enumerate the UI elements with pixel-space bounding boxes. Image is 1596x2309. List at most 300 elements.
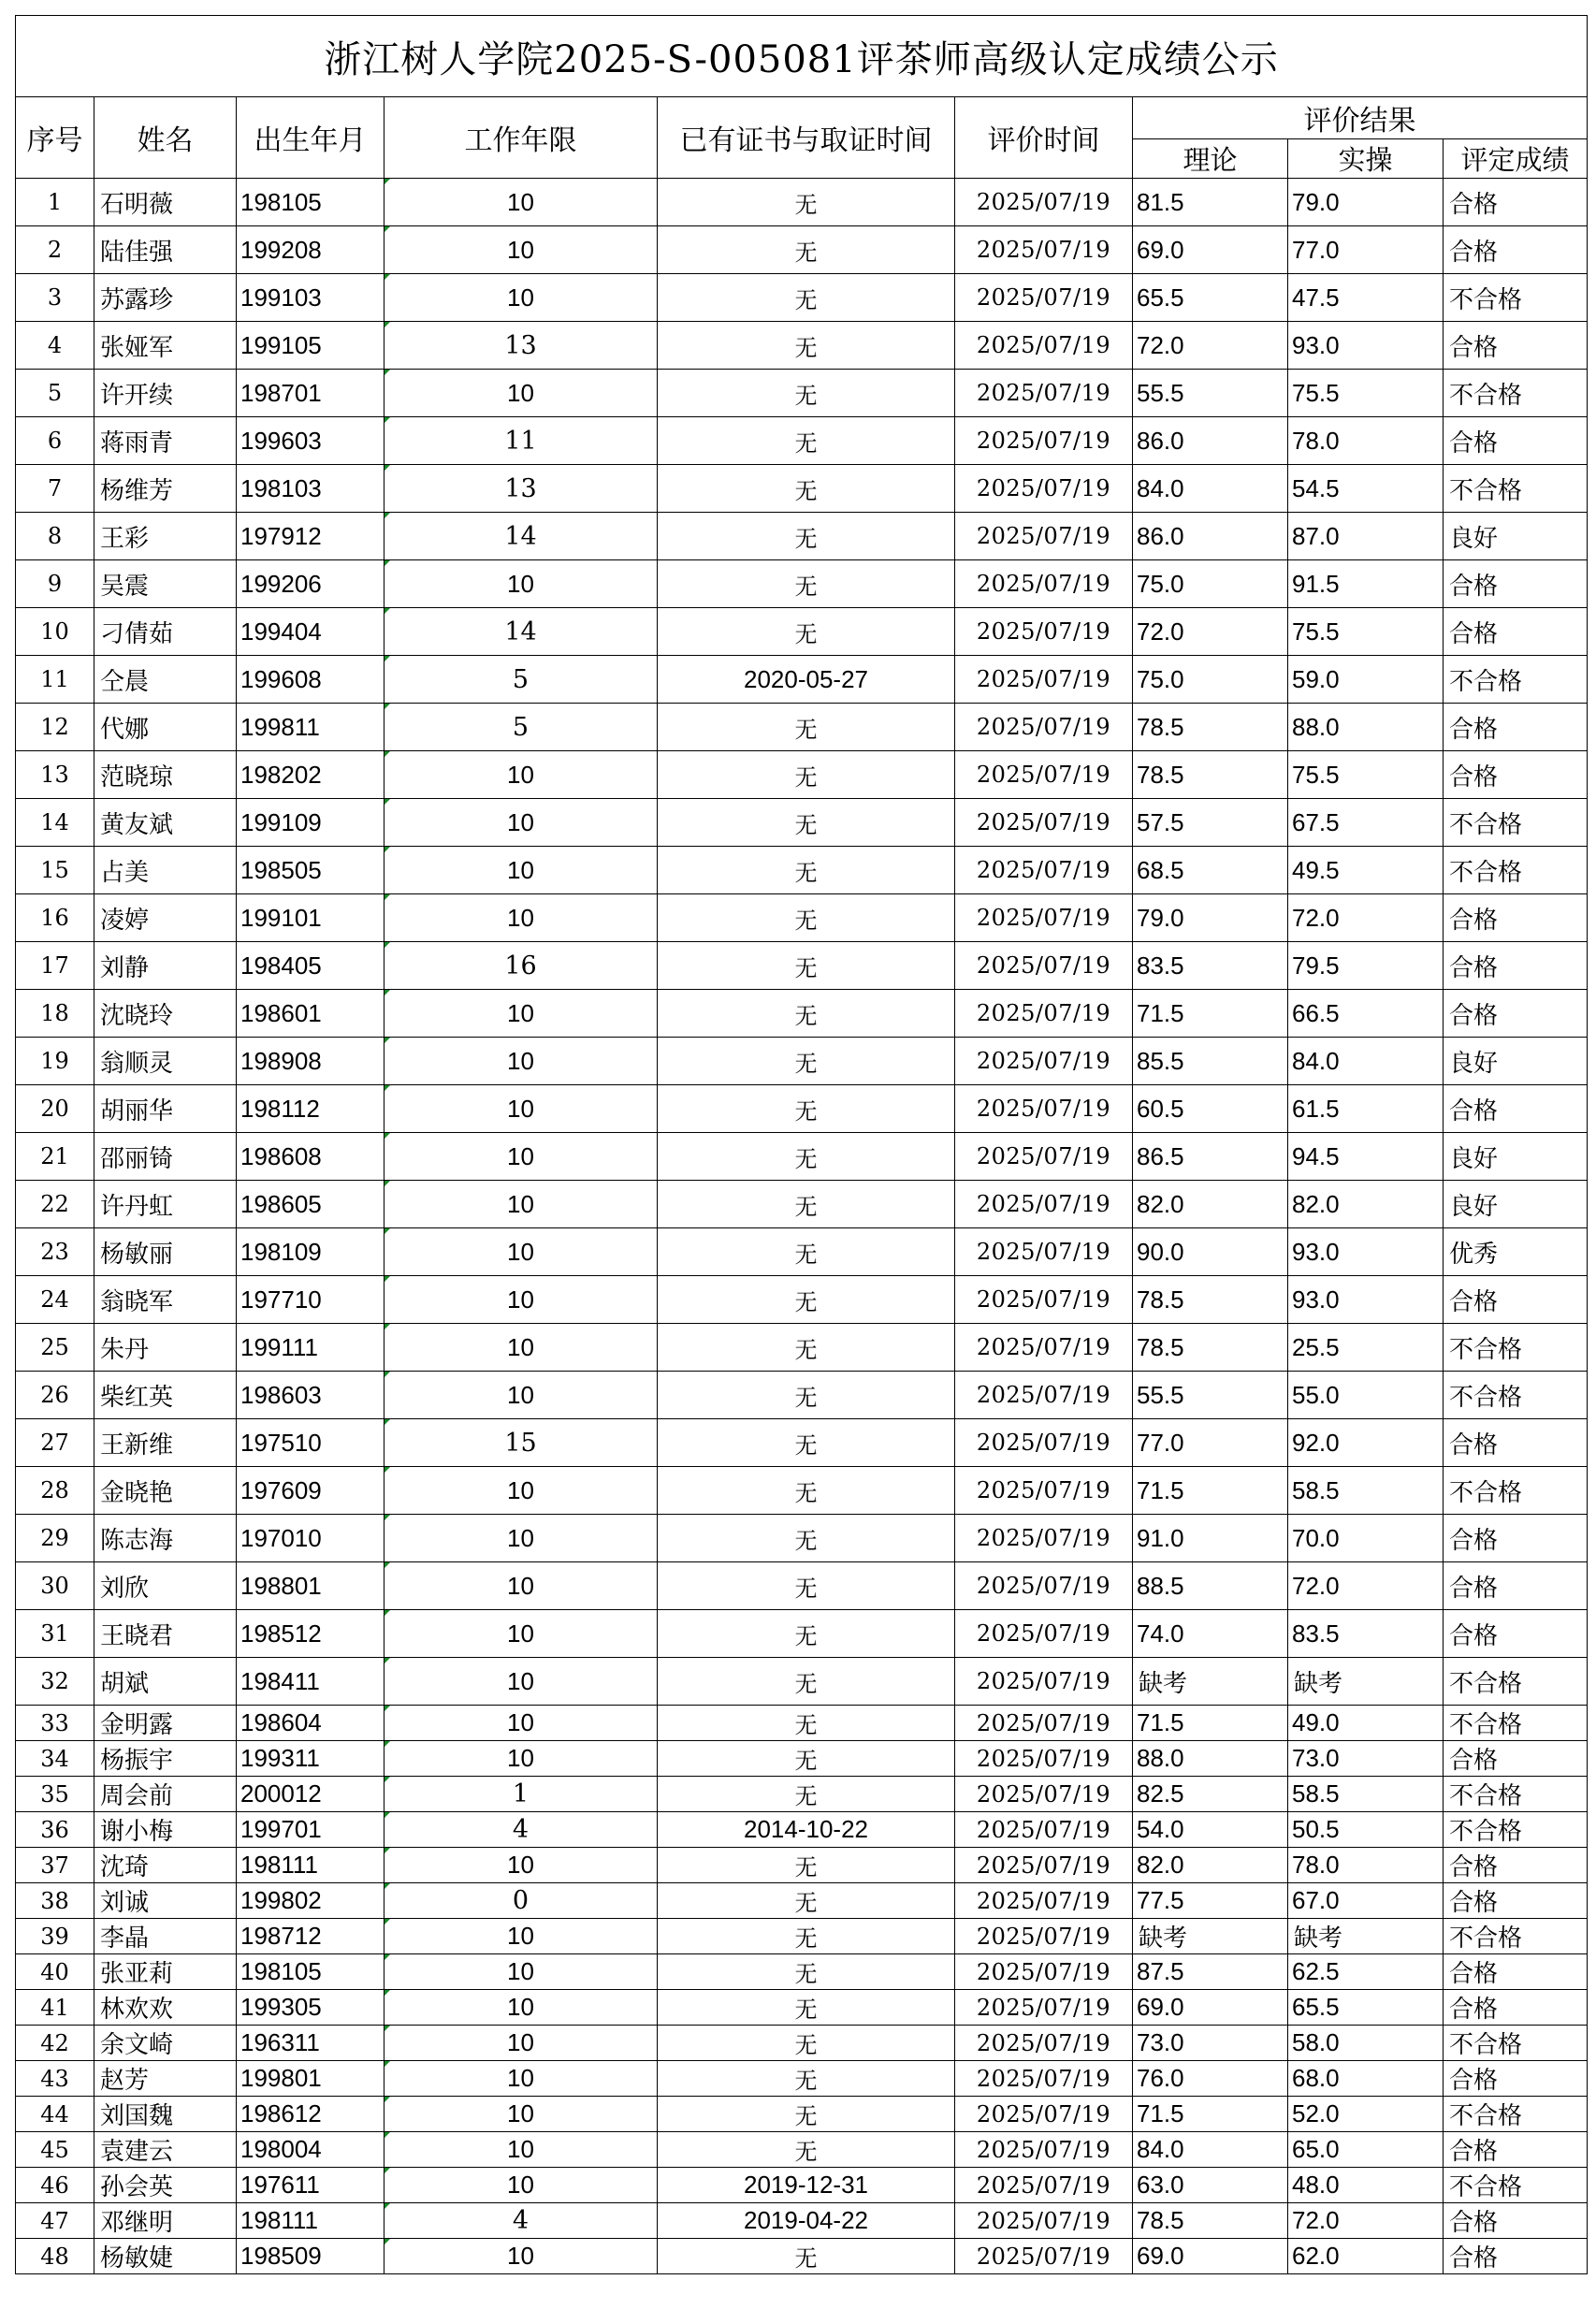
cell-birth: 198405 — [237, 942, 384, 990]
cell-birth: 198112 — [237, 1085, 384, 1133]
cell-years: 10 — [384, 1954, 658, 1990]
cell-name: 苏露珍 — [94, 274, 237, 322]
cell-birth: 198608 — [237, 1133, 384, 1181]
cell-years: 10 — [384, 894, 658, 942]
cell-birth: 198105 — [237, 1954, 384, 1990]
cell-grade: 合格 — [1444, 2132, 1588, 2168]
cell-grade: 合格 — [1444, 1883, 1588, 1919]
cell-theory: 86.0 — [1133, 417, 1288, 465]
cell-practice: 93.0 — [1288, 322, 1444, 370]
cell-grade: 合格 — [1444, 179, 1588, 226]
cell-name: 林欢欢 — [94, 1990, 237, 2026]
cell-index: 36 — [16, 1812, 94, 1848]
cell-grade: 不合格 — [1444, 656, 1588, 704]
cell-years: 10 — [384, 1085, 658, 1133]
cell-practice: 72.0 — [1288, 894, 1444, 942]
cell-theory: 缺考 — [1133, 1919, 1288, 1954]
cell-index: 10 — [16, 608, 94, 656]
cell-years: 10 — [384, 1919, 658, 1954]
cell-grade: 合格 — [1444, 942, 1588, 990]
cell-cert: 无 — [658, 1919, 955, 1954]
header-theory: 理论 — [1133, 139, 1288, 179]
cell-cert: 无 — [658, 1276, 955, 1324]
cell-grade: 合格 — [1444, 417, 1588, 465]
cell-cert: 无 — [658, 370, 955, 417]
cell-theory: 69.0 — [1133, 2239, 1288, 2274]
cell-practice: 62.0 — [1288, 2239, 1444, 2274]
cell-grade: 不合格 — [1444, 1324, 1588, 1372]
cell-theory: 78.5 — [1133, 1276, 1288, 1324]
cell-index: 11 — [16, 656, 94, 704]
cell-theory: 57.5 — [1133, 799, 1288, 847]
cell-index: 44 — [16, 2097, 94, 2132]
table-row — [16, 847, 1588, 894]
cell-theory: 78.5 — [1133, 751, 1288, 799]
cell-practice: 66.5 — [1288, 990, 1444, 1038]
cell-index: 25 — [16, 1324, 94, 1372]
cell-grade: 合格 — [1444, 1562, 1588, 1610]
cell-practice: 94.5 — [1288, 1133, 1444, 1181]
results-table — [15, 15, 1588, 2274]
cell-index: 28 — [16, 1467, 94, 1515]
cell-grade: 合格 — [1444, 560, 1588, 608]
cell-cert: 无 — [658, 560, 955, 608]
cell-grade: 不合格 — [1444, 370, 1588, 417]
table-row — [16, 1610, 1588, 1658]
cell-eval-date: 2025/07/19 — [955, 1883, 1133, 1919]
cell-birth: 199103 — [237, 274, 384, 322]
table-row — [16, 1372, 1588, 1419]
cell-practice: 59.0 — [1288, 656, 1444, 704]
cell-index: 5 — [16, 370, 94, 417]
cell-theory: 65.5 — [1133, 274, 1288, 322]
cell-name: 李晶 — [94, 1919, 237, 1954]
table-row — [16, 513, 1588, 560]
cell-cert: 无 — [658, 847, 955, 894]
cell-index: 7 — [16, 465, 94, 513]
cell-birth: 198512 — [237, 1610, 384, 1658]
cell-index: 9 — [16, 560, 94, 608]
cell-theory: 86.0 — [1133, 513, 1288, 560]
cell-cert: 无 — [658, 1372, 955, 1419]
cell-practice: 92.0 — [1288, 1419, 1444, 1467]
cell-birth: 197609 — [237, 1467, 384, 1515]
cell-index: 37 — [16, 1848, 94, 1883]
cell-birth: 198603 — [237, 1372, 384, 1419]
table-row — [16, 322, 1588, 370]
cell-birth: 198605 — [237, 1181, 384, 1228]
cell-grade: 不合格 — [1444, 2097, 1588, 2132]
cell-grade: 合格 — [1444, 226, 1588, 274]
table-row — [16, 1038, 1588, 1085]
cell-cert: 无 — [658, 990, 955, 1038]
cell-grade: 合格 — [1444, 704, 1588, 751]
cell-index: 23 — [16, 1228, 94, 1276]
table-row — [16, 608, 1588, 656]
cell-grade: 合格 — [1444, 1848, 1588, 1883]
cell-cert: 无 — [658, 1228, 955, 1276]
cell-index: 43 — [16, 2061, 94, 2097]
cell-cert: 无 — [658, 2239, 955, 2274]
cell-years: 11 — [384, 417, 658, 465]
cell-name: 张娅军 — [94, 322, 237, 370]
cell-name: 凌婷 — [94, 894, 237, 942]
cell-practice: 67.5 — [1288, 799, 1444, 847]
cell-index: 48 — [16, 2239, 94, 2274]
cell-index: 14 — [16, 799, 94, 847]
cell-birth: 199305 — [237, 1990, 384, 2026]
cell-cert: 无 — [658, 2132, 955, 2168]
cell-eval-date: 2025/07/19 — [955, 1919, 1133, 1954]
cell-cert: 无 — [658, 2097, 955, 2132]
table-row — [16, 465, 1588, 513]
cell-birth: 200012 — [237, 1777, 384, 1812]
cell-index: 39 — [16, 1919, 94, 1954]
cell-grade: 合格 — [1444, 1741, 1588, 1777]
cell-index: 42 — [16, 2026, 94, 2061]
header-birth: 出生年月 — [237, 97, 384, 179]
cell-name: 吴震 — [94, 560, 237, 608]
header-cert: 已有证书与取证时间 — [658, 97, 955, 179]
table-row — [16, 2097, 1588, 2132]
cell-practice: 72.0 — [1288, 2203, 1444, 2239]
cell-eval-date: 2025/07/19 — [955, 1372, 1133, 1419]
cell-theory: 85.5 — [1133, 1038, 1288, 1085]
cell-grade: 合格 — [1444, 1419, 1588, 1467]
cell-theory: 71.5 — [1133, 990, 1288, 1038]
cell-index: 19 — [16, 1038, 94, 1085]
cell-cert: 无 — [658, 322, 955, 370]
cell-grade: 合格 — [1444, 1515, 1588, 1562]
cell-grade: 合格 — [1444, 1085, 1588, 1133]
cell-years: 10 — [384, 274, 658, 322]
cell-theory: 72.0 — [1133, 322, 1288, 370]
table-row — [16, 1883, 1588, 1919]
cell-cert: 无 — [658, 1610, 955, 1658]
cell-eval-date: 2025/07/19 — [955, 274, 1133, 322]
cell-practice: 75.5 — [1288, 608, 1444, 656]
cell-years: 10 — [384, 1658, 658, 1706]
cell-grade: 合格 — [1444, 322, 1588, 370]
cell-grade: 不合格 — [1444, 1467, 1588, 1515]
cell-years: 10 — [384, 1038, 658, 1085]
table-body — [16, 179, 1588, 2274]
table-row — [16, 1515, 1588, 1562]
cell-theory: 75.0 — [1133, 560, 1288, 608]
cell-practice: 55.0 — [1288, 1372, 1444, 1419]
cell-cert: 2019-04-22 — [658, 2203, 955, 2239]
cell-years: 10 — [384, 370, 658, 417]
cell-name: 胡丽华 — [94, 1085, 237, 1133]
cell-name: 王晓君 — [94, 1610, 237, 1658]
cell-name: 周会前 — [94, 1777, 237, 1812]
cell-practice: 25.5 — [1288, 1324, 1444, 1372]
cell-grade: 优秀 — [1444, 1228, 1588, 1276]
cell-name: 许丹虹 — [94, 1181, 237, 1228]
cell-index: 4 — [16, 322, 94, 370]
cell-cert: 无 — [658, 1990, 955, 2026]
cell-practice: 58.0 — [1288, 2026, 1444, 2061]
cell-theory: 76.0 — [1133, 2061, 1288, 2097]
cell-name: 谢小梅 — [94, 1812, 237, 1848]
cell-name: 刘欣 — [94, 1562, 237, 1610]
cell-practice: 54.5 — [1288, 465, 1444, 513]
cell-practice: 87.0 — [1288, 513, 1444, 560]
cell-index: 29 — [16, 1515, 94, 1562]
header-name: 姓名 — [94, 97, 237, 179]
cell-name: 王新维 — [94, 1419, 237, 1467]
table-row — [16, 2203, 1588, 2239]
cell-years: 10 — [384, 2132, 658, 2168]
cell-index: 15 — [16, 847, 94, 894]
cell-years: 10 — [384, 1610, 658, 1658]
cell-index: 8 — [16, 513, 94, 560]
cell-grade: 不合格 — [1444, 847, 1588, 894]
cell-cert: 无 — [658, 1848, 955, 1883]
cell-grade: 不合格 — [1444, 2168, 1588, 2203]
cell-eval-date: 2025/07/19 — [955, 1324, 1133, 1372]
cell-index: 22 — [16, 1181, 94, 1228]
cell-theory: 78.5 — [1133, 1324, 1288, 1372]
cell-eval-date: 2025/07/19 — [955, 894, 1133, 942]
table-row — [16, 1777, 1588, 1812]
cell-cert: 无 — [658, 465, 955, 513]
header-grade: 评定成绩 — [1444, 139, 1588, 179]
cell-grade: 良好 — [1444, 513, 1588, 560]
cell-years: 4 — [384, 2203, 658, 2239]
cell-birth: 198701 — [237, 370, 384, 417]
cell-index: 38 — [16, 1883, 94, 1919]
cell-birth: 198411 — [237, 1658, 384, 1706]
cell-name: 沈琦 — [94, 1848, 237, 1883]
cell-cert: 无 — [658, 704, 955, 751]
cell-name: 沈晓玲 — [94, 990, 237, 1038]
cell-eval-date: 2025/07/19 — [955, 513, 1133, 560]
cell-birth: 198004 — [237, 2132, 384, 2168]
cell-grade: 不合格 — [1444, 1812, 1588, 1848]
cell-birth: 198712 — [237, 1919, 384, 1954]
cell-years: 10 — [384, 799, 658, 847]
cell-years: 15 — [384, 1419, 658, 1467]
cell-index: 13 — [16, 751, 94, 799]
cell-birth: 197611 — [237, 2168, 384, 2203]
cell-years: 10 — [384, 1706, 658, 1741]
cell-index: 45 — [16, 2132, 94, 2168]
table-row — [16, 1848, 1588, 1883]
cell-theory: 69.0 — [1133, 226, 1288, 274]
cell-name: 余文崎 — [94, 2026, 237, 2061]
cell-theory: 82.0 — [1133, 1848, 1288, 1883]
cell-years: 0 — [384, 1883, 658, 1919]
cell-cert: 无 — [658, 1777, 955, 1812]
cell-index: 41 — [16, 1990, 94, 2026]
cell-grade: 不合格 — [1444, 1706, 1588, 1741]
table-row — [16, 1228, 1588, 1276]
cell-cert: 2014-10-22 — [658, 1812, 955, 1848]
cell-theory: 55.5 — [1133, 1372, 1288, 1419]
cell-eval-date: 2025/07/19 — [955, 2168, 1133, 2203]
cell-practice: 58.5 — [1288, 1467, 1444, 1515]
cell-years: 10 — [384, 1133, 658, 1181]
cell-index: 40 — [16, 1954, 94, 1990]
cell-theory: 91.0 — [1133, 1515, 1288, 1562]
cell-theory: 60.5 — [1133, 1085, 1288, 1133]
cell-years: 10 — [384, 1515, 658, 1562]
cell-birth: 198604 — [237, 1706, 384, 1741]
cell-name: 翁顺灵 — [94, 1038, 237, 1085]
cell-practice: 缺考 — [1288, 1658, 1444, 1706]
cell-name: 孙会英 — [94, 2168, 237, 2203]
cell-birth: 199208 — [237, 226, 384, 274]
cell-years: 10 — [384, 179, 658, 226]
cell-name: 黄友斌 — [94, 799, 237, 847]
cell-eval-date: 2025/07/19 — [955, 1706, 1133, 1741]
cell-practice: 72.0 — [1288, 1562, 1444, 1610]
table-row — [16, 799, 1588, 847]
cell-theory: 55.5 — [1133, 370, 1288, 417]
cell-cert: 无 — [658, 1741, 955, 1777]
cell-name: 柴红英 — [94, 1372, 237, 1419]
cell-cert: 无 — [658, 1515, 955, 1562]
cell-birth: 199608 — [237, 656, 384, 704]
cell-eval-date: 2025/07/19 — [955, 704, 1133, 751]
cell-birth: 199404 — [237, 608, 384, 656]
cell-years: 10 — [384, 1741, 658, 1777]
cell-grade: 合格 — [1444, 1954, 1588, 1990]
cell-index: 33 — [16, 1706, 94, 1741]
table-row — [16, 656, 1588, 704]
cell-birth: 198908 — [237, 1038, 384, 1085]
cell-practice: 84.0 — [1288, 1038, 1444, 1085]
cell-cert: 无 — [658, 1038, 955, 1085]
cell-eval-date: 2025/07/19 — [955, 2132, 1133, 2168]
cell-cert: 无 — [658, 179, 955, 226]
cell-birth: 198801 — [237, 1562, 384, 1610]
cell-index: 31 — [16, 1610, 94, 1658]
cell-index: 35 — [16, 1777, 94, 1812]
cell-index: 17 — [16, 942, 94, 990]
cell-eval-date: 2025/07/19 — [955, 799, 1133, 847]
cell-cert: 无 — [658, 226, 955, 274]
cell-practice: 93.0 — [1288, 1228, 1444, 1276]
cell-cert: 无 — [658, 274, 955, 322]
table-row — [16, 1658, 1588, 1706]
cell-cert: 无 — [658, 2026, 955, 2061]
table-row — [16, 2239, 1588, 2274]
cell-eval-date: 2025/07/19 — [955, 1848, 1133, 1883]
table-row — [16, 1419, 1588, 1467]
cell-grade: 合格 — [1444, 1990, 1588, 2026]
cell-practice: 91.5 — [1288, 560, 1444, 608]
cell-years: 10 — [384, 2168, 658, 2203]
cell-index: 20 — [16, 1085, 94, 1133]
cell-theory: 78.5 — [1133, 704, 1288, 751]
cell-theory: 74.0 — [1133, 1610, 1288, 1658]
cell-eval-date: 2025/07/19 — [955, 1658, 1133, 1706]
cell-name: 刁倩茹 — [94, 608, 237, 656]
cell-grade: 不合格 — [1444, 2026, 1588, 2061]
cell-years: 5 — [384, 656, 658, 704]
cell-index: 24 — [16, 1276, 94, 1324]
cell-birth: 198612 — [237, 2097, 384, 2132]
cell-eval-date: 2025/07/19 — [955, 2061, 1133, 2097]
cell-birth: 198109 — [237, 1228, 384, 1276]
table-row — [16, 274, 1588, 322]
cell-theory: 75.0 — [1133, 656, 1288, 704]
cell-grade: 合格 — [1444, 751, 1588, 799]
cell-theory: 87.5 — [1133, 1954, 1288, 1990]
cell-name: 杨振宇 — [94, 1741, 237, 1777]
cell-name: 翁晓军 — [94, 1276, 237, 1324]
cell-years: 10 — [384, 1181, 658, 1228]
cell-index: 21 — [16, 1133, 94, 1181]
cell-theory: 71.5 — [1133, 1467, 1288, 1515]
cell-cert: 无 — [658, 1467, 955, 1515]
cell-name: 石明薇 — [94, 179, 237, 226]
cell-birth: 198202 — [237, 751, 384, 799]
cell-index: 32 — [16, 1658, 94, 1706]
cell-practice: 83.5 — [1288, 1610, 1444, 1658]
table-row — [16, 1741, 1588, 1777]
cell-years: 10 — [384, 1562, 658, 1610]
cell-name: 袁建云 — [94, 2132, 237, 2168]
cell-eval-date: 2025/07/19 — [955, 1419, 1133, 1467]
cell-eval-date: 2025/07/19 — [955, 1812, 1133, 1848]
cell-eval-date: 2025/07/19 — [955, 1467, 1133, 1515]
cell-name: 范晓琼 — [94, 751, 237, 799]
cell-cert: 无 — [658, 1562, 955, 1610]
cell-grade: 良好 — [1444, 1038, 1588, 1085]
cell-name: 邓继明 — [94, 2203, 237, 2239]
cell-cert: 2019-12-31 — [658, 2168, 955, 2203]
cell-cert: 无 — [658, 1181, 955, 1228]
table-row — [16, 2132, 1588, 2168]
cell-theory: 73.0 — [1133, 2026, 1288, 2061]
cell-theory: 72.0 — [1133, 608, 1288, 656]
cell-theory: 84.0 — [1133, 465, 1288, 513]
cell-practice: 78.0 — [1288, 417, 1444, 465]
cell-practice: 70.0 — [1288, 1515, 1444, 1562]
cell-practice: 49.0 — [1288, 1706, 1444, 1741]
cell-theory: 71.5 — [1133, 1706, 1288, 1741]
table-row — [16, 1324, 1588, 1372]
cell-name: 赵芳 — [94, 2061, 237, 2097]
table-row — [16, 179, 1588, 226]
cell-years: 10 — [384, 1324, 658, 1372]
cell-grade: 不合格 — [1444, 465, 1588, 513]
cell-years: 14 — [384, 513, 658, 560]
cell-years: 10 — [384, 2061, 658, 2097]
cell-eval-date: 2025/07/19 — [955, 1276, 1133, 1324]
cell-eval-date: 2025/07/19 — [955, 1515, 1133, 1562]
cell-birth: 197912 — [237, 513, 384, 560]
cell-name: 刘静 — [94, 942, 237, 990]
header-years: 工作年限 — [384, 97, 658, 179]
table-row — [16, 1276, 1588, 1324]
cell-grade: 合格 — [1444, 608, 1588, 656]
cell-name: 占美 — [94, 847, 237, 894]
table-row — [16, 894, 1588, 942]
cell-grade: 不合格 — [1444, 1372, 1588, 1419]
cell-years: 1 — [384, 1777, 658, 1812]
cell-index: 3 — [16, 274, 94, 322]
table-row — [16, 1562, 1588, 1610]
cell-eval-date: 2025/07/19 — [955, 2097, 1133, 2132]
cell-cert: 无 — [658, 942, 955, 990]
table-row — [16, 2168, 1588, 2203]
cell-practice: 79.0 — [1288, 179, 1444, 226]
cell-name: 杨敏婕 — [94, 2239, 237, 2274]
